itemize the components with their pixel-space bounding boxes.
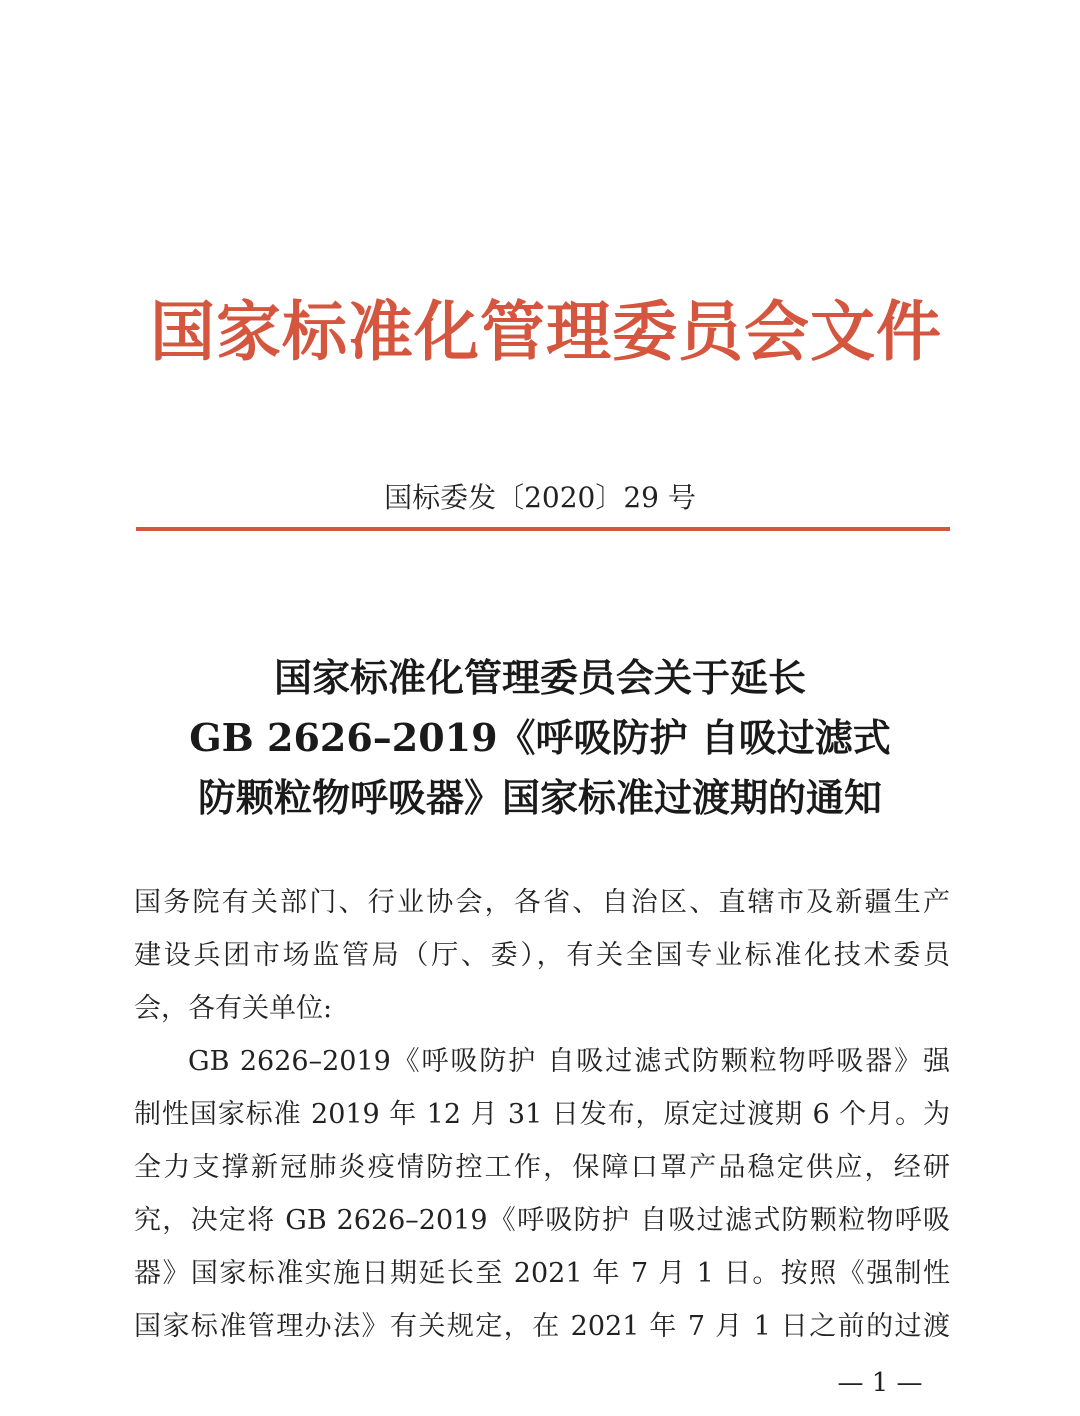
addressee-line-3: 会，各有关单位: [134,993,333,1024]
paragraph-line-1: GB 2626–2019《呼吸防护 自吸过滤式防颗粒物呼吸器》强 [188,1046,950,1077]
paragraph-line-4: 究，决定将 GB 2626–2019《呼吸防护 自吸过滤式防颗粒物呼吸 [134,1205,950,1236]
document-number: 国标委发〔2020〕29 号 [384,481,696,514]
paragraph-line-3: 全力支撑新冠肺炎疫情防控工作，保障口罩产品稳定供应，经研 [134,1152,950,1183]
notice-title-line-2: GB 2626–2019《呼吸防护 自吸过滤式 [189,715,891,760]
paragraph-line-2: 制性国家标准 2019 年 12 月 31 日发布，原定过渡期 6 个月。为 [134,1099,950,1130]
notice-title-line-1: 国家标准化管理委员会关于延长 [273,655,806,700]
agency-header-title: 国家标准化管理委员会文件 [150,294,943,370]
header-divider-rule [136,527,950,531]
paragraph-line-6: 国家标准管理办法》有关规定，在 2021 年 7 月 1 日之前的过渡 [134,1311,950,1342]
addressee-line-2: 建设兵团市场监管局（厅、委），有关全国专业标准化技术委员 [134,940,950,971]
paragraph-line-5: 器》国家标准实施日期延长至 2021 年 7 月 1 日。按照《强制性 [134,1258,950,1289]
page-number: — 1 — [837,1368,923,1398]
addressee-line-1: 国务院有关部门、行业协会，各省、自治区、直辖市及新疆生产 [134,887,950,918]
notice-title-line-3: 防颗粒物呼吸器》国家标准过渡期的通知 [197,775,882,820]
notice-title [120,648,960,828]
notice-body [134,876,950,1353]
